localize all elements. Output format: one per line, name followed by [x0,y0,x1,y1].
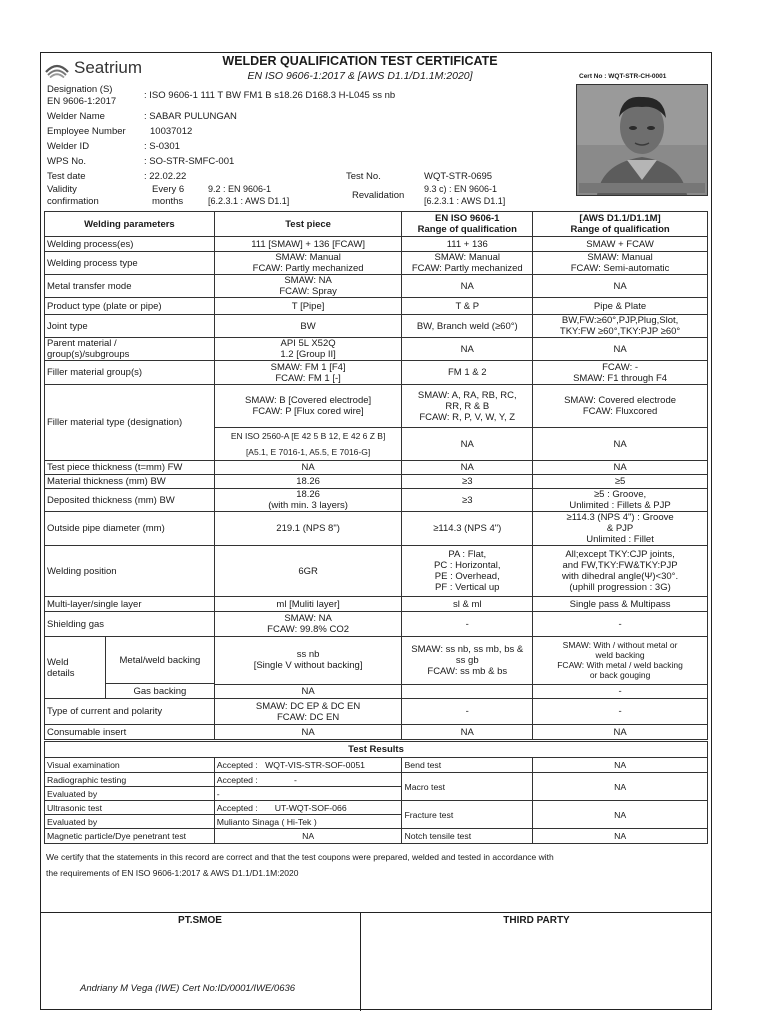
param-label: Consumable insert [45,725,215,740]
param-test-piece: 219.1 (NPS 8") [214,512,402,546]
macro-test-label: Macro test [402,773,533,801]
backing-aws: SMAW: With / without metal or weld backing FCAW: With metal / weld backing or back gouging [533,637,708,685]
backing-iso: SMAW: ss nb, ss mb, bs & ss gb FCAW: ss mb & bs [402,637,533,685]
test-date-label: Test date [47,171,86,182]
param-row [45,612,708,637]
param-row [45,338,708,361]
aws-range-header: Range of qualification [570,224,670,235]
param-iso-range: 111 + 136 [402,237,533,252]
param-row [45,298,708,315]
param-iso-range: T & P [402,298,533,315]
param-iso-range: - [402,699,533,725]
param-iso-range: NA [402,725,533,740]
param-test-piece: NA [214,461,402,475]
welder-id-label: Welder ID [47,141,90,152]
iso-range-header: Range of qualification [417,224,517,235]
signatory-name: Andriany M Vega (IWE) Cert No:ID/0001/IWE/0636 [80,983,296,994]
param-aws-range: FCAW: - SMAW: F1 through F4 [533,361,708,385]
param-test-piece: 18.26 [214,475,402,489]
gas-backing-aws: - [533,684,708,698]
gas-backing-label: Gas backing [133,685,187,697]
certification-statement-line-1: We certify that the statements in this record are correct and that the test coupons were prepared, welded and tested in accordance with [46,852,554,862]
col-header-aws-range [533,212,708,237]
notch-test-label: Notch tensile test [402,829,533,844]
param-label: Filler material group(s) [45,361,215,385]
filler-type-label: Filler material type (designation) [45,385,215,461]
seatrium-logo-icon [44,58,70,78]
rt-result [214,773,402,787]
certificate-number: Cert No : WQT-STR-CH-0001 [579,73,667,80]
param-test-piece: BW [214,315,402,338]
col-header-iso-range [402,212,533,237]
param-aws-range: ≥5 [533,475,708,489]
param-label: Material thickness (mm) BW [45,475,215,489]
param-iso-range: NA [402,275,533,298]
mp-label: Magnetic particle/Dye penetrant test [45,829,215,844]
col-header-test-piece: Test piece [214,212,402,237]
confirmation-label: confirmation [47,196,99,207]
welding-parameters-table [44,211,708,740]
param-iso-range: ≥3 [402,489,533,512]
test-date-value: : 22.02.22 [144,171,187,182]
test-no-value: WQT-STR-0695 [424,171,493,182]
signature-divider [360,913,361,1011]
welder-name-label: Welder Name [47,111,105,122]
param-label: Shielding gas [45,612,215,637]
param-aws-range: NA [533,461,708,475]
param-row [45,699,708,725]
filler-type-aws: SMAW: Covered electrode FCAW: Fluxcored [533,385,708,428]
mp-value: NA [214,829,402,844]
wps-value: : SO-STR-SMFC-001 [144,156,235,167]
param-iso-range: ≥3 [402,475,533,489]
gas-backing-iso [402,684,533,698]
ut-evaluated-value: Mulianto Sinaga ( Hi-Tek ) [214,815,402,829]
rt-report: - [294,774,297,785]
validity-label: Validity [47,184,77,195]
param-iso-range: NA [402,461,533,475]
param-aws-range: All;except TKY:CJP joints, and FW,TKY:FW&TKY:PJP with dihedral angle(Ψ)<30°. (uphill progression : 3G) [533,546,708,597]
metal-backing-label: Metal/weld backing [106,637,214,684]
filler-type-iso: SMAW: A, RA, RB, RC, RR, R & B FCAW: R, P, V, W, Y, Z [402,385,533,428]
param-label: Welding position [45,546,215,597]
param-aws-range: NA [533,338,708,361]
param-aws-range: SMAW: Manual FCAW: Semi-automatic [533,252,708,275]
param-label: Product type (plate or pipe) [45,298,215,315]
param-aws-range: Single pass & Multipass [533,597,708,612]
param-iso-range: SMAW: Manual FCAW: Partly mechanized [402,252,533,275]
param-test-piece: SMAW: NA FCAW: 99.8% CO2 [214,612,402,637]
welder-name-value: : SABAR PULUNGAN [144,111,237,122]
pt-smoe-title: PT.SMOE [178,915,222,926]
weld-backing-row [45,637,708,685]
rt-label: Radiographic testing [45,773,215,787]
visual-report: WQT-VIS-STR-SOF-0051 [265,760,365,770]
validity-standard-1: 9.2 : EN 9606-1 [208,184,272,194]
param-label: Welding process type [45,252,215,275]
param-test-piece: SMAW: FM 1 [F4] FCAW: FM 1 [-] [214,361,402,385]
employee-number-value: 10037012 [150,126,193,137]
test-results-title: Test Results [45,742,708,758]
filler-type-row [45,385,708,428]
param-row [45,489,708,512]
fracture-test-value: NA [533,801,708,829]
param-row [45,475,708,489]
macro-test-value: NA [533,773,708,801]
param-test-piece: SMAW: NA FCAW: Spray [214,275,402,298]
param-iso-range: NA [402,338,533,361]
param-label: Outside pipe diameter (mm) [45,512,215,546]
param-test-piece: 111 [SMAW] + 136 [FCAW] [214,237,402,252]
param-row [45,461,708,475]
welder-id-value: : S-0301 [144,141,180,152]
param-aws-range: NA [533,275,708,298]
certification-statement-line-2: the requirements of EN ISO 9606-1:2017 & AWS D1.1/D1.1M:2020 [46,868,299,878]
param-label: Deposited thickness (mm) BW [45,489,215,512]
param-iso-range: sl & ml [402,597,533,612]
param-row [45,512,708,546]
param-aws-range: Pipe & Plate [533,298,708,315]
designation-standard: EN 9606-1:2017 [47,96,117,107]
signature-block [40,912,712,1011]
param-row [45,546,708,597]
param-test-piece: SMAW: DC EP & DC EN FCAW: DC EN [214,699,402,725]
company-logo [44,55,154,81]
weld-details-label: Weld details [45,637,106,698]
param-label: Multi-layer/single layer [45,597,215,612]
param-iso-range: BW, Branch weld (≥60°) [402,315,533,338]
document-title: WELDER QUALIFICATION TEST CERTIFICATE [222,54,498,68]
designation-value: : ISO 9606-1 111 T BW FM1 B s18.26 D168.3 H-L045 ss nb [144,90,396,101]
param-row [45,315,708,338]
param-row [45,237,708,252]
param-label: Parent material / group(s)/subgroups [45,338,215,361]
param-test-piece: 18.26 (with min. 3 layers) [214,489,402,512]
filler-designation-iso: NA [402,428,533,461]
param-row [45,725,708,740]
param-iso-range: - [402,612,533,637]
bend-test-value: NA [533,758,708,773]
document-subtitle: EN ISO 9606-1:2017 & [AWS D1.1/D1.1M:2020] [247,70,473,82]
param-row [45,597,708,612]
validity-period-1: Every 6 [152,184,185,195]
param-aws-range: - [533,612,708,637]
visual-accepted: Accepted : [216,760,258,770]
param-test-piece: ml [Muliti layer] [214,597,402,612]
revalidation-standard-1: 9.3 c) : EN 9606-1 [424,184,498,194]
param-label: Metal transfer mode [45,275,215,298]
third-party-title: THIRD PARTY [503,915,570,926]
param-row [45,361,708,385]
wps-label: WPS No. [47,156,87,167]
filler-type-test-piece: SMAW: B [Covered electrode] FCAW: P [Flux cored wire] [214,385,402,428]
weld-details-cell [45,637,215,699]
col-header-parameters: Welding parameters [45,212,215,237]
ut-report: UT-WQT-SOF-066 [274,802,347,813]
param-row [45,252,708,275]
test-no-label: Test No. [346,171,381,182]
revalidation-label: Revalidation [352,190,405,201]
aws-standard-header: [AWS D1.1/D1.1M] [579,213,661,224]
ut-label: Ultrasonic test [45,801,215,815]
rt-accepted: Accepted : [216,774,258,785]
backing-test-piece: ss nb [Single V without backing] [214,637,402,685]
param-label: Type of current and polarity [45,699,215,725]
visual-exam-result [214,758,402,773]
filler-designation-test-piece: EN ISO 2560-A [E 42 5 B 12, E 42 6 Z B] [A5.1, E 7016-1, A5.5, E 7016-G] [214,428,402,461]
bend-test-label: Bend test [402,758,533,773]
param-test-piece: NA [214,725,402,740]
param-label: Test piece thickness (t=mm) FW [45,461,215,475]
param-iso-range: PA : Flat, PC : Horizontal, PE : Overhead, PF : Vertical up [402,546,533,597]
employee-number-label: Employee Number [47,126,126,137]
param-aws-range: NA [533,725,708,740]
visual-exam-label: Visual examination [45,758,215,773]
param-aws-range: SMAW + FCAW [533,237,708,252]
validity-period-2: months [152,196,184,207]
ut-result [214,801,402,815]
rt-evaluated-label: Evaluated by [45,787,215,801]
validity-standard-2: [6.2.3.1 : AWS D1.1] [208,196,290,206]
param-label: Joint type [45,315,215,338]
param-test-piece: API 5L X52Q 1.2 [Group II] [214,338,402,361]
ut-accepted: Accepted : [216,802,258,813]
portrait-image [577,85,707,195]
param-aws-range: ≥114.3 (NPS 4") : Groove & PJP Unlimited : Fillet [533,512,708,546]
rt-evaluated-value: - [214,787,402,801]
param-aws-range: BW,FW:≥60°,PJP,Plug,Slot, TKY:FW ≥60°,TKY:PJP ≥60° [533,315,708,338]
fracture-test-label: Fracture test [402,801,533,829]
param-test-piece: 6GR [214,546,402,597]
param-label: Welding process(es) [45,237,215,252]
param-iso-range: FM 1 & 2 [402,361,533,385]
notch-test-value: NA [533,829,708,844]
param-aws-range: - [533,699,708,725]
param-test-piece: SMAW: Manual FCAW: Partly mechanized [214,252,402,275]
param-iso-range: ≥114.3 (NPS 4") [402,512,533,546]
param-test-piece: T [Pipe] [214,298,402,315]
ut-evaluated-label: Evaluated by [45,815,215,829]
iso-standard-header: EN ISO 9606-1 [435,213,500,224]
welder-photo [576,84,708,196]
company-name: Seatrium [74,58,143,77]
filler-designation-aws: NA [533,428,708,461]
param-aws-range: ≥5 : Groove, Unlimited : Fillets & PJP [533,489,708,512]
test-results-table [44,741,708,844]
param-row [45,275,708,298]
revalidation-standard-2: [6.2.3.1 : AWS D1.1] [424,196,506,206]
designation-label: Designation (S) [47,84,113,95]
gas-backing-test-piece: NA [214,684,402,698]
